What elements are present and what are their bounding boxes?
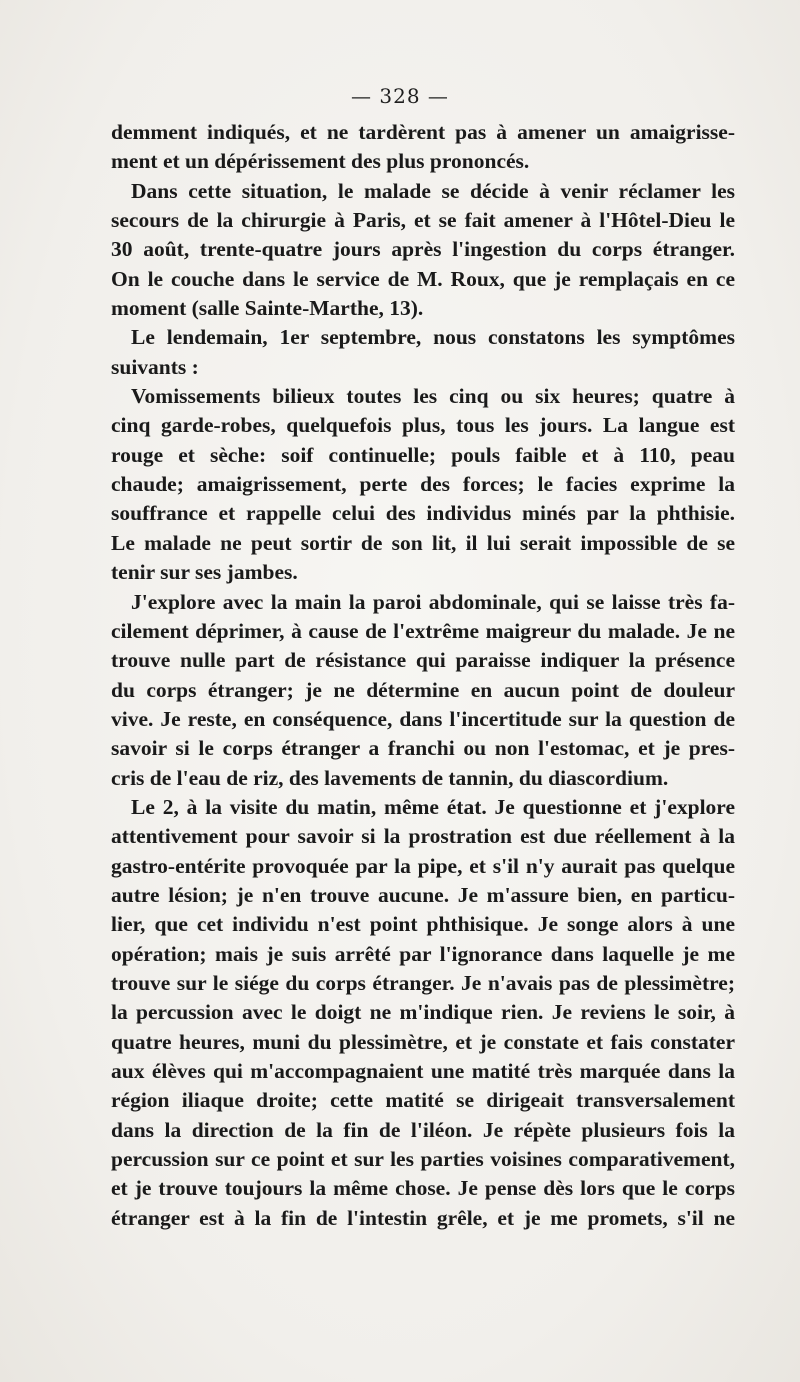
text-line: trouve sur le siége du corps étranger. Je n'avais pas de plessimètre; (111, 970, 735, 995)
text-line: souffrance et rappelle celui des individus minés par la phthisie. (111, 501, 735, 526)
text-line: rouge et sèche: soif continuelle; pouls faible et à 110, peau (111, 442, 735, 467)
text-line: Vomissements bilieux toutes les cinq ou six heures; quatre à (131, 384, 735, 409)
text-line: Le malade ne peut sortir de son lit, il lui serait impossible de se (111, 530, 735, 555)
text-line: suivants : (111, 354, 199, 379)
text-line: cris de l'eau de riz, des lavements de tannin, du diascordium. (111, 765, 669, 790)
text-line: ment et un dépérissement des plus prononcés. (111, 149, 530, 174)
page-number: — 328 — (351, 84, 449, 108)
text-line: dans la direction de la fin de l'iléon. Je répète plusieurs fois la (111, 1117, 735, 1142)
text-line: secours de la chirurgie à Paris, et se fait amener à l'Hôtel-Dieu le (111, 208, 735, 233)
text-line: la percussion avec le doigt ne m'indique rien. Je reviens le soir, à (111, 1000, 735, 1025)
body-text (111, 118, 735, 1233)
text-line: attentivement pour savoir si la prostration est due réellement à la (111, 824, 735, 849)
text-line: du corps étranger; je ne détermine en aucun point de douleur (111, 677, 735, 702)
text-line: opération; mais je suis arrêté par l'ignorance dans laquelle je me (111, 941, 735, 966)
text-line: lier, que cet individu n'est point phthisique. Je songe alors à une (111, 912, 735, 937)
text-line: chaude; amaigrissement, perte des forces; le facies exprime la (111, 472, 735, 497)
text-line: aux élèves qui m'accompagnaient une matité très marquée dans la (111, 1059, 735, 1083)
text-line: Dans cette situation, le malade se décide à venir réclamer les (131, 178, 735, 203)
text-line: tenir sur ses jambes. (111, 560, 298, 585)
text-line: demment indiqués, et ne tardèrent pas à amener un amaigrisse- (111, 120, 735, 144)
text-line: autre lésion; je n'en trouve aucune. Je m'assure bien, en particu- (111, 882, 735, 907)
text-line: trouve nulle part de résistance qui paraisse indiquer la présence (111, 648, 735, 673)
text-line: quatre heures, muni du plessimètre, et je constate et fais constater (111, 1029, 735, 1054)
text-line: moment (salle Sainte-Marthe, 13). (111, 296, 424, 321)
text-line: percussion sur ce point et sur les parties voisines comparativement, (111, 1147, 735, 1172)
text-line: Le lendemain, 1er septembre, nous constatons les symptômes (131, 325, 735, 350)
text-line: vive. Je reste, en conséquence, dans l'incertitude sur la question de (111, 706, 735, 731)
text-line: gastro-entérite provoquée par la pipe, et s'il n'y aurait pas quelque (111, 853, 735, 878)
text-line: cilement déprimer, à cause de l'extrême maigreur du malade. Je ne (111, 618, 735, 643)
text-line: région iliaque droite; cette matité se dirigeait transversalement (111, 1088, 735, 1113)
text-line: On le couche dans le service de M. Roux, que je remplaçais en ce (111, 266, 735, 291)
text-line: cinq garde-robes, quelquefois plus, tous les jours. La langue est (111, 413, 735, 438)
text-line: Le 2, à la visite du matin, même état. Je questionne et j'explore (131, 794, 735, 819)
text-line: J'explore avec la main la paroi abdominale, qui se laisse très fa- (131, 589, 735, 614)
text-line: 30 août, trente-quatre jours après l'ingestion du corps étranger. (111, 237, 735, 262)
text-line: et je trouve toujours la même chose. Je pense dès lors que le corps (111, 1176, 735, 1201)
text-line: savoir si le corps étranger a franchi ou non l'estomac, et je pres- (111, 736, 735, 761)
text-line: étranger est à la fin de l'intestin grêle, et je me promets, s'il ne (111, 1205, 735, 1230)
